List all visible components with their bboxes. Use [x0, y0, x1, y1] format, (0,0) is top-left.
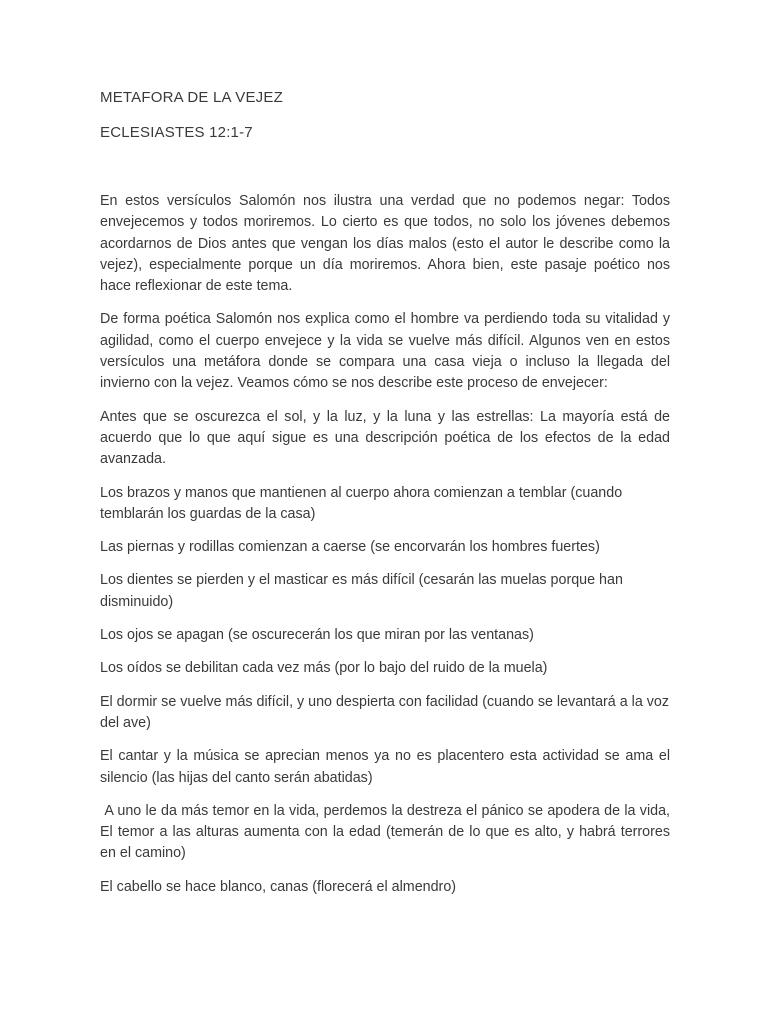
paragraph-piernas-rodillas: Las piernas y rodillas comienzan a caerse (se encorvarán los hombres fuertes)	[100, 539, 600, 556]
paragraph-dormir: El dormir se vuelve más difícil, y uno despierta con facilidad (cuando se levantará a la voz del ave)	[100, 693, 673, 731]
scripture-reference: ECLESIASTES 12:1-7	[100, 124, 253, 141]
paragraph-ojos: Los ojos se apagan (se oscurecerán los que miran por las ventanas)	[100, 627, 534, 644]
page-title: METAFORA DE LA VEJEZ	[100, 89, 283, 106]
paragraph-cantar-musica: El cantar y la música se aprecian menos ya no es placentero esta actividad se ama el silencio (las hijas del canto serán abatidas)	[100, 748, 674, 786]
paragraph-antes-que-se-oscurezca: Antes que se oscurezca el sol, y la luz, y la luna y las estrellas: La mayoría está de acuerdo que lo que aquí sigue es una descripción poética de los efectos de la edad avanzada.	[100, 408, 674, 468]
paragraph-dientes: Los dientes se pierden y el masticar es más difícil (cesarán las muelas porque han disminuido)	[100, 572, 627, 610]
paragraph-temor: A uno le da más temor en la vida, perdemos la destreza el pánico se apodera de la vida, El temor a las alturas aumenta con la edad (temerán de lo que es alto, y habrá terrores en el camino)	[100, 802, 674, 862]
paragraph-forma-poetica: De forma poética Salomón nos explica como el hombre va perdiendo toda su vitalidad y agilidad, como el cuerpo envejece y la vida se vuelve más difícil. Algunos ven en estos versículos una metáfora donde se compara una casa vieja o incluso la llegada del invierno con la vejez. Veamos cómo se nos describe este proceso de envejecer:	[100, 311, 674, 392]
paragraph-intro: En estos versículos Salomón nos ilustra una verdad que no podemos negar: Todos envejecemos y todos moriremos. Lo cierto es que todos, no solo los jóvenes debemos acordarnos de Dios antes que vengan los días malos (esto el autor le describe como la vejez), especialmente porque un día moriremos. Ahora bien, este pasaje poético nos hace reflexionar de este tema.	[100, 193, 674, 295]
paragraph-cabello: El cabello se hace blanco, canas (florecerá el almendro)	[100, 878, 457, 895]
paragraph-oidos: Los oídos se debilitan cada vez más (por lo bajo del ruido de la muela)	[100, 660, 548, 677]
document-content	[100, 0, 674, 910]
body-text	[100, 191, 674, 898]
paragraph-brazos-manos: Los brazos y manos que mantienen al cuerpo ahora comienzan a temblar (cuando temblarán los guardas de la casa)	[100, 484, 627, 522]
